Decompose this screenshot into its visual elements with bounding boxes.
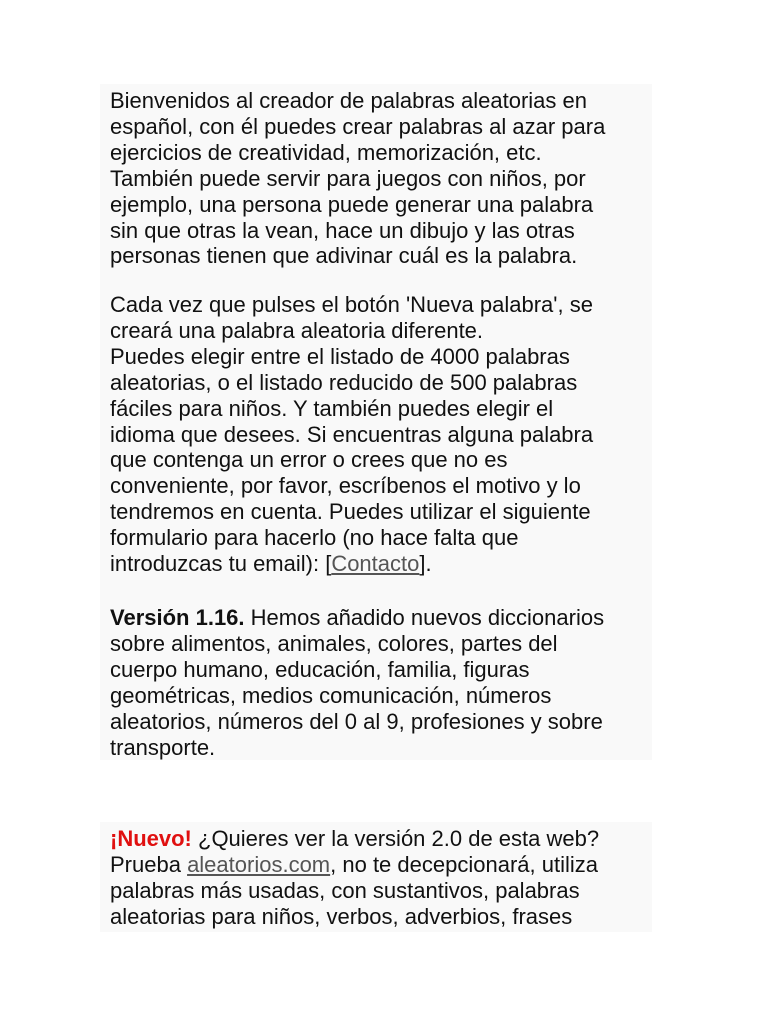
instructions-line: tendremos en cuenta. Puedes utilizar el siguiente (110, 499, 591, 525)
instructions-line: aleatorias, o el listado reducido de 500 palabras (110, 369, 578, 395)
intro-line: español, con él puedes crear palabras al azar para (110, 113, 606, 139)
instructions-line: fáciles para niños. Y también puedes elegir el (110, 395, 554, 421)
version-line: cuerpo humano, educación, familia, figuras (110, 656, 530, 682)
contact-line (110, 551, 670, 577)
version-paragraph (110, 605, 670, 760)
version-line: sobre alimentos, animales, colores, partes del (110, 630, 558, 656)
instructions-line: idioma que desees. Si encuentras alguna palabra (110, 421, 594, 447)
instructions-line: formulario para hacerlo (no hace falta que (110, 525, 519, 551)
instructions-paragraph (110, 292, 670, 577)
instructions-line: conveniente, por favor, escríbenos el motivo y lo (110, 473, 581, 499)
promo-paragraph (110, 826, 670, 930)
intro-line: Bienvenidos al creador de palabras aleatorias en (110, 88, 587, 113)
version-line: aleatorios, números del 0 al 9, profesiones y sobre (110, 708, 603, 734)
contact-suffix: ]. (419, 551, 432, 577)
promo-link-line (110, 852, 670, 878)
version-text: Hemos añadido nuevos diccionarios (244, 605, 605, 630)
version-line: transporte. (110, 734, 216, 760)
version-label: Versión 1.16. (110, 605, 245, 630)
intro-line: ejercicios de creatividad, memorización, etc. (110, 139, 542, 165)
contact-prefix: introduzcas tu email): [ (110, 551, 332, 577)
intro-line: También puede servir para juegos con niños, por (110, 165, 586, 191)
aleatorios-link[interactable]: aleatorios.com (187, 851, 331, 877)
instructions-line: Puedes elegir entre el listado de 4000 palabras (110, 343, 570, 369)
instructions-line: que contenga un error o crees que no es (110, 447, 508, 473)
version-first-line (110, 605, 670, 631)
intro-line: personas tienen que adivinar cuál es la palabra. (110, 243, 578, 269)
promo-prefix: Prueba (110, 851, 188, 877)
instructions-line: creará una palabra aleatoria diferente. (110, 317, 484, 343)
promo-suffix: , no te decepcionará, utiliza (330, 851, 598, 877)
instructions-line: Cada vez que pulses el botón 'Nueva palabra', se (110, 292, 593, 317)
promo-first-line (110, 826, 670, 852)
intro-line: ejemplo, una persona puede generar una palabra (110, 191, 594, 217)
new-badge: ¡Nuevo! (110, 826, 192, 851)
contact-link[interactable]: Contacto (331, 551, 420, 577)
promo-question: ¿Quieres ver la versión 2.0 de esta web? (191, 826, 600, 851)
promo-line: palabras más usadas, con sustantivos, palabras (110, 877, 580, 903)
intro-paragraph (110, 88, 670, 269)
version-line: geométricas, medios comunicación, números (110, 682, 552, 708)
promo-line: aleatorias para niños, verbos, adverbios, frases (110, 903, 573, 929)
intro-line: sin que otras la vean, hace un dibujo y las otras (110, 217, 575, 243)
